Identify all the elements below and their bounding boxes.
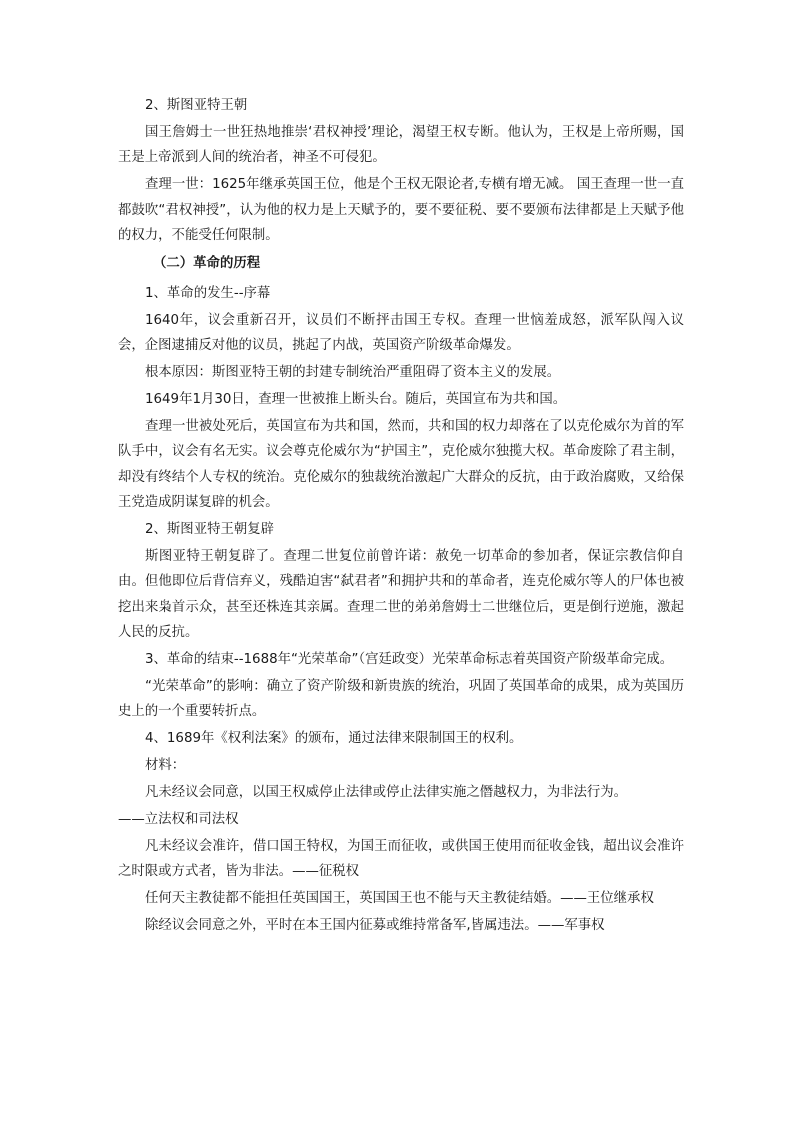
document-body — [118, 93, 684, 940]
section-heading-stuart-dynasty: 2、斯图亚特王朝 — [145, 98, 248, 113]
paragraph-james-i: 国王詹姆士一世狂热地推崇‘君权神授’理论，渴望王权专断。他认为，王权是上帝所赐，国王是上帝派到人间的统治者，神圣不可侵犯。 — [118, 124, 684, 166]
subheading-restoration: 2、斯图亚特王朝复辟 — [145, 522, 275, 537]
paragraph-1649: 1649年1月30日，查理一世被推上断头台。随后，英国宣布为共和国。 — [145, 391, 567, 407]
material-item-taxation: 凡未经议会准许，借口国王特权，为国王而征收，或供国王使用而征收金钱，超出议会准许之时限或方式者，皆为非法。——征税权 — [118, 838, 684, 880]
material-item-legislative: 凡未经议会同意，以国王权威停止法律或停止法律实施之僭越权力，为非法行为。 — [145, 785, 628, 801]
material-item-military: 除经议会同意之外，平时在本王国内征募或维持常备军,皆属违法。——军事权 — [145, 918, 605, 934]
section-heading-revolution-process: （二）革命的历程 — [153, 256, 261, 272]
paragraph-charles-i: 查理一世：1625年继承英国王位，他是个王权无限论者,专横有增无减。 国王查理一世一直都鼓吹“君权神授”，认为他的权力是上天赋予的，要不要征税、要不要颁布法律都是上天赋予他的权力，不能受任何限制。 — [118, 177, 684, 244]
paragraph-root-cause: 根本原因：斯图亚特王朝的封建专制统治严重阻碍了资本主义的发展。 — [145, 365, 561, 381]
paragraph-cromwell: 查理一世被处死后，英国宣布为共和国，然而，共和国的权力却落在了以克伦威尔为首的军队手中，议会有名无实。议会尊克伦威尔为“护国主”，克伦威尔独揽大权。革命废除了君主制，却没有终结个人专权的统治。克伦威尔的独裁统治激起广大群众的反抗，由于政治腐败，又给保王党造成阴谋复辟的机会。 — [118, 418, 684, 511]
material-label: 材料： — [145, 758, 186, 774]
subheading-glorious-revolution: 3、革命的结束--1688年“光荣革命”（宫廷政变）光荣革命标志着英国资产阶级革命完成。 — [145, 652, 674, 668]
paragraph-1640: 1640年，议会重新召开，议员们不断抨击国王专权。查理一世恼羞成怒，派军队闯入议会，企图逮捕反对他的议员，挑起了内战，英国资产阶级革命爆发。 — [118, 312, 684, 354]
subheading-bill-of-rights: 4、1689年《权利法案》的颁布，通过法律来限制国王的权利。 — [145, 731, 523, 747]
paragraph-glorious-revolution-impact: “光荣革命”的影响：确立了资产阶级和新贵族的统治，巩固了英国革命的成果，成为英国历史上的一个重要转折点。 — [118, 678, 684, 720]
material-item-legislative-note: ——立法权和司法权 — [118, 811, 239, 827]
subheading-revolution-outbreak: 1、革命的发生--序幕 — [145, 285, 271, 301]
paragraph-charles-ii: 斯图亚特王朝复辟了。查理二世复位前曾许诺：赦免一切革命的参加者，保证宗教信仰自由。但他即位后背信弃义，残酷迫害“弑君者”和拥护共和的革命者，连克伦威尔等人的尸体也被挖出来枭首示众，甚至还株连其亲属。查理二世的弟弟詹姆士二世继位后，更是倒行逆施，激起人民的反抗。 — [118, 548, 684, 641]
material-item-succession: 任何天主教徒都不能担任英国国王，英国国王也不能与天主教徒结婚。——王位继承权 — [145, 891, 654, 907]
